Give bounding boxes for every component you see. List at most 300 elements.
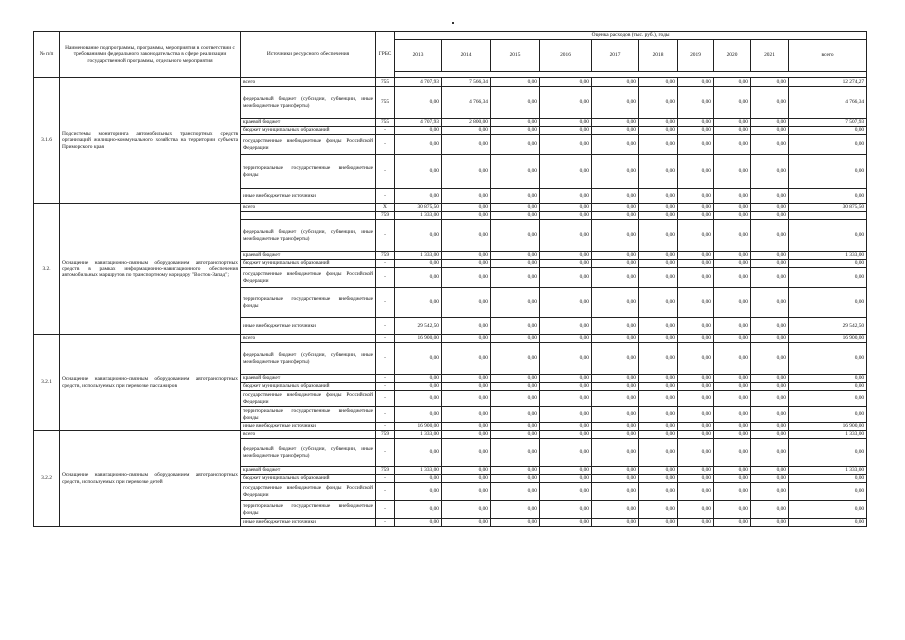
amount-cell: 4 707,93 <box>395 78 442 87</box>
header-source: Источники ресурсного обеспечения <box>241 32 376 78</box>
amount-cell: 0,00 <box>442 204 491 212</box>
amount-cell: 0,00 <box>592 407 639 423</box>
amount-cell: 0,00 <box>540 252 592 260</box>
amount-cell: 0,00 <box>540 383 592 391</box>
grbs-code: - <box>376 407 395 423</box>
amount-cell: 0,00 <box>639 439 678 467</box>
amount-cell: 0,00 <box>540 391 592 407</box>
amount-cell: 0,00 <box>678 135 714 155</box>
amount-total: 29 542,50 <box>789 318 867 335</box>
amount-cell: 0,00 <box>714 135 751 155</box>
amount-total: 0,00 <box>789 135 867 155</box>
amount-total: 0,00 <box>789 475 867 483</box>
amount-cell: 0,00 <box>678 212 714 220</box>
budget-table <box>33 31 867 527</box>
header-year: 2019 <box>678 40 714 72</box>
amount-cell: 0,00 <box>639 260 678 268</box>
amount-cell: 0,00 <box>491 431 540 439</box>
amount-cell: 0,00 <box>442 431 491 439</box>
amount-cell: 0,00 <box>639 423 678 431</box>
amount-cell: 0,00 <box>751 519 789 527</box>
section-name: Оснащение навигационно-связным оборудованием автотранспортных средств, используемых при перевозке пассажиров <box>60 335 241 431</box>
amount-cell: 0,00 <box>714 483 751 501</box>
amount-total: 1 333,00 <box>789 467 867 475</box>
amount-cell: 0,00 <box>714 335 751 343</box>
amount-cell: 0,00 <box>395 375 442 383</box>
amount-total: 1 333,00 <box>789 431 867 439</box>
amount-cell: 0,00 <box>540 288 592 318</box>
amount-cell: 0,00 <box>540 119 592 127</box>
amount-cell: 0,00 <box>639 135 678 155</box>
header-num: № п/п <box>34 32 60 78</box>
amount-cell: 0,00 <box>540 483 592 501</box>
amount-cell: 0,00 <box>639 204 678 212</box>
amount-cell: 0,00 <box>395 155 442 189</box>
amount-cell: 0,00 <box>678 127 714 135</box>
amount-cell: 0,00 <box>714 407 751 423</box>
amount-cell: 0,00 <box>395 343 442 375</box>
amount-cell: 0,00 <box>639 87 678 119</box>
amount-cell: 0,00 <box>639 501 678 519</box>
amount-total: 0,00 <box>789 407 867 423</box>
funding-source: федеральный бюджет (субсидии, субвенции, иные межбюджетные трансферты) <box>241 220 376 252</box>
amount-cell: 0,00 <box>540 212 592 220</box>
table-row <box>34 204 867 212</box>
header-year: 2016 <box>540 40 592 72</box>
amount-cell: 0,00 <box>592 189 639 204</box>
amount-cell: 0,00 <box>491 423 540 431</box>
funding-source: государственные внебюджетные фонды Российской Федерации <box>241 483 376 501</box>
amount-cell: 0,00 <box>442 252 491 260</box>
amount-cell: 0,00 <box>639 220 678 252</box>
amount-cell: 0,00 <box>639 318 678 335</box>
amount-cell: 0,00 <box>751 155 789 189</box>
amount-cell: 0,00 <box>639 383 678 391</box>
funding-source: территориальные государственные внебюджетные фонды <box>241 155 376 189</box>
amount-cell: 0,00 <box>678 288 714 318</box>
amount-total <box>789 212 867 220</box>
amount-cell: 0,00 <box>491 383 540 391</box>
section-code: 3.2. <box>34 204 60 335</box>
amount-cell: 0,00 <box>395 439 442 467</box>
amount-cell: 0,00 <box>395 127 442 135</box>
amount-cell: 0,00 <box>678 119 714 127</box>
amount-cell: 0,00 <box>678 252 714 260</box>
amount-cell: 0,00 <box>639 475 678 483</box>
amount-cell: 0,00 <box>491 135 540 155</box>
header-year: 2021 <box>751 40 789 72</box>
table-header <box>34 32 867 78</box>
amount-total: 1 333,00 <box>789 252 867 260</box>
amount-cell: 0,00 <box>442 501 491 519</box>
amount-cell: 0,00 <box>442 343 491 375</box>
amount-cell: 0,00 <box>639 407 678 423</box>
amount-cell: 0,00 <box>592 431 639 439</box>
amount-cell: 0,00 <box>540 78 592 87</box>
amount-cell: 0,00 <box>751 220 789 252</box>
amount-cell: 0,00 <box>491 375 540 383</box>
amount-cell: 0,00 <box>442 439 491 467</box>
amount-cell: 0,00 <box>678 391 714 407</box>
amount-cell: 0,00 <box>639 127 678 135</box>
amount-cell: 0,00 <box>491 407 540 423</box>
amount-cell: 0,00 <box>442 423 491 431</box>
amount-cell: 0,00 <box>639 268 678 288</box>
amount-cell: 0,00 <box>751 127 789 135</box>
grbs-code: - <box>376 127 395 135</box>
amount-cell: 0,00 <box>592 155 639 189</box>
amount-cell: 0,00 <box>678 78 714 87</box>
amount-cell: 16 900,00 <box>395 335 442 343</box>
amount-total: 16 900,00 <box>789 423 867 431</box>
funding-source: федеральный бюджет (субсидии, субвенции, иные межбюджетные трансферты) <box>241 87 376 119</box>
amount-cell: 0,00 <box>491 467 540 475</box>
amount-cell: 0,00 <box>714 155 751 189</box>
amount-cell: 0,00 <box>639 78 678 87</box>
amount-cell: 0,00 <box>592 483 639 501</box>
amount-cell: 0,00 <box>714 391 751 407</box>
amount-cell: 0,00 <box>395 260 442 268</box>
amount-total: 0,00 <box>789 483 867 501</box>
funding-source: федеральный бюджет (субсидии, субвенции, иные межбюджетные трансферты) <box>241 343 376 375</box>
amount-total: 0,00 <box>789 501 867 519</box>
amount-cell: 0,00 <box>395 268 442 288</box>
amount-cell: 0,00 <box>592 383 639 391</box>
amount-cell: 0,00 <box>714 212 751 220</box>
amount-cell: 0,00 <box>442 375 491 383</box>
grbs-code: 759 <box>376 467 395 475</box>
amount-total: 7 507,93 <box>789 119 867 127</box>
grbs-code: - <box>376 483 395 501</box>
amount-cell: 0,00 <box>442 268 491 288</box>
funding-source: бюджет муниципальных образований <box>241 260 376 268</box>
grbs-code: - <box>376 439 395 467</box>
amount-cell: 0,00 <box>678 439 714 467</box>
amount-cell: 0,00 <box>592 335 639 343</box>
amount-cell: 0,00 <box>639 343 678 375</box>
amount-cell: 0,00 <box>751 391 789 407</box>
amount-cell: 0,00 <box>491 127 540 135</box>
amount-cell: 0,00 <box>491 220 540 252</box>
amount-cell: 0,00 <box>592 78 639 87</box>
grbs-code: - <box>376 519 395 527</box>
amount-cell: 0,00 <box>491 391 540 407</box>
amount-cell: 7 566,34 <box>442 78 491 87</box>
amount-cell: 0,00 <box>540 423 592 431</box>
amount-cell: 0,00 <box>714 467 751 475</box>
amount-cell: 0,00 <box>678 87 714 119</box>
amount-cell: 0,00 <box>751 212 789 220</box>
amount-cell: 0,00 <box>442 127 491 135</box>
table-row <box>34 431 867 439</box>
amount-cell: 0,00 <box>395 501 442 519</box>
amount-cell: 0,00 <box>442 483 491 501</box>
amount-cell: 0,00 <box>751 260 789 268</box>
amount-cell: 0,00 <box>592 135 639 155</box>
amount-cell: 0,00 <box>442 189 491 204</box>
amount-cell: 0,00 <box>491 155 540 189</box>
amount-cell: 0,00 <box>592 423 639 431</box>
funding-source: государственные внебюджетные фонды Российской Федерации <box>241 391 376 407</box>
amount-cell: 0,00 <box>540 220 592 252</box>
amount-cell: 0,00 <box>592 519 639 527</box>
grbs-code: 759 <box>376 252 395 260</box>
amount-cell: 0,00 <box>540 439 592 467</box>
funding-source: краевой бюджет <box>241 252 376 260</box>
amount-cell: 0,00 <box>491 119 540 127</box>
amount-cell: 4 766,34 <box>442 87 491 119</box>
funding-source: бюджет муниципальных образований <box>241 383 376 391</box>
section-name: Оснащение навигационно-связным оборудованием автотранспортных средств, используемых при перевозке детей <box>60 431 241 527</box>
section-code: 3.2.2 <box>34 431 60 527</box>
amount-cell: 0,00 <box>714 220 751 252</box>
funding-source: всего <box>241 431 376 439</box>
grbs-code: 755 <box>376 87 395 119</box>
amount-cell: 0,00 <box>491 343 540 375</box>
amount-cell: 0,00 <box>540 135 592 155</box>
amount-cell: 0,00 <box>714 431 751 439</box>
amount-cell: 0,00 <box>395 189 442 204</box>
amount-total: 0,00 <box>789 268 867 288</box>
amount-total: 0,00 <box>789 383 867 391</box>
table-body <box>34 78 867 527</box>
amount-cell: 0,00 <box>714 78 751 87</box>
amount-cell: 1 333,00 <box>395 212 442 220</box>
amount-total: 0,00 <box>789 260 867 268</box>
amount-cell: 0,00 <box>491 204 540 212</box>
header-year: 2014 <box>442 40 491 72</box>
amount-cell: 0,00 <box>751 204 789 212</box>
amount-cell: 0,00 <box>678 431 714 439</box>
amount-cell: 0,00 <box>592 343 639 375</box>
amount-cell: 0,00 <box>639 212 678 220</box>
amount-cell: 0,00 <box>678 407 714 423</box>
amount-cell: 0,00 <box>395 87 442 119</box>
amount-cell: 0,00 <box>714 252 751 260</box>
amount-cell: 0,00 <box>751 189 789 204</box>
amount-cell: 0,00 <box>442 220 491 252</box>
funding-source: федеральный бюджет (субсидии, субвенции, иные межбюджетные трансферты) <box>241 439 376 467</box>
amount-cell: 0,00 <box>540 501 592 519</box>
amount-cell: 1 333,00 <box>395 252 442 260</box>
amount-cell: 0,00 <box>751 288 789 318</box>
amount-cell: 0,00 <box>491 87 540 119</box>
funding-source: краевой бюджет <box>241 467 376 475</box>
amount-cell: 0,00 <box>395 407 442 423</box>
amount-cell: 0,00 <box>639 375 678 383</box>
amount-total: 0,00 <box>789 391 867 407</box>
amount-cell: 0,00 <box>678 155 714 189</box>
amount-cell: 0,00 <box>442 391 491 407</box>
amount-cell: 0,00 <box>678 519 714 527</box>
amount-cell: 0,00 <box>592 212 639 220</box>
amount-cell: 0,00 <box>678 318 714 335</box>
amount-total: 16 900,00 <box>789 335 867 343</box>
amount-cell: 0,00 <box>714 375 751 383</box>
amount-cell: 0,00 <box>442 335 491 343</box>
amount-cell: 0,00 <box>751 119 789 127</box>
table-row <box>34 335 867 343</box>
amount-cell: 0,00 <box>592 501 639 519</box>
amount-cell: 0,00 <box>540 375 592 383</box>
grbs-code: - <box>376 375 395 383</box>
amount-cell: 0,00 <box>714 423 751 431</box>
amount-cell: 0,00 <box>751 483 789 501</box>
amount-cell: 0,00 <box>714 87 751 119</box>
amount-cell: 1 333,00 <box>395 431 442 439</box>
amount-cell: 0,00 <box>442 519 491 527</box>
grbs-code: - <box>376 268 395 288</box>
grbs-code: - <box>376 135 395 155</box>
amount-cell: 0,00 <box>714 288 751 318</box>
amount-cell: 0,00 <box>639 335 678 343</box>
amount-cell: 0,00 <box>491 483 540 501</box>
header-year: 2017 <box>592 40 639 72</box>
amount-cell: 0,00 <box>714 318 751 335</box>
grbs-code: - <box>376 288 395 318</box>
amount-cell: 0,00 <box>639 189 678 204</box>
amount-total: 12 274,27 <box>789 78 867 87</box>
header-year: 2013 <box>395 40 442 72</box>
amount-cell: 0,00 <box>751 87 789 119</box>
amount-cell: 0,00 <box>639 431 678 439</box>
amount-cell: 0,00 <box>540 467 592 475</box>
amount-cell: 0,00 <box>592 260 639 268</box>
amount-cell: 0,00 <box>491 212 540 220</box>
amount-cell: 0,00 <box>639 483 678 501</box>
grbs-code: - <box>376 423 395 431</box>
grbs-code: - <box>376 318 395 335</box>
funding-source: бюджет муниципальных образований <box>241 127 376 135</box>
funding-source: бюджет муниципальных образований <box>241 475 376 483</box>
amount-cell: 0,00 <box>540 335 592 343</box>
funding-source: краевой бюджет <box>241 375 376 383</box>
grbs-code: - <box>376 260 395 268</box>
amount-cell: 0,00 <box>639 288 678 318</box>
amount-cell: 0,00 <box>714 343 751 375</box>
amount-cell: 0,00 <box>491 78 540 87</box>
amount-cell: 0,00 <box>491 318 540 335</box>
amount-cell: 0,00 <box>592 204 639 212</box>
amount-cell: 0,00 <box>540 475 592 483</box>
grbs-code: - <box>376 335 395 343</box>
amount-cell: 0,00 <box>592 375 639 383</box>
amount-cell: 0,00 <box>442 475 491 483</box>
amount-cell: 0,00 <box>714 383 751 391</box>
amount-cell: 0,00 <box>639 119 678 127</box>
amount-cell: 0,00 <box>395 391 442 407</box>
amount-total: 4 766,34 <box>789 87 867 119</box>
amount-cell: 0,00 <box>678 467 714 475</box>
grbs-code: - <box>376 383 395 391</box>
amount-cell: 0,00 <box>442 288 491 318</box>
amount-total: 0,00 <box>789 189 867 204</box>
amount-cell: 0,00 <box>442 407 491 423</box>
amount-cell: 0,00 <box>751 78 789 87</box>
amount-cell: 0,00 <box>395 135 442 155</box>
grbs-code: - <box>376 501 395 519</box>
amount-cell: 0,00 <box>540 519 592 527</box>
amount-cell: 0,00 <box>395 475 442 483</box>
amount-total: 0,00 <box>789 155 867 189</box>
amount-cell: 0,00 <box>751 407 789 423</box>
amount-cell: 0,00 <box>751 467 789 475</box>
amount-total: 0,00 <box>789 343 867 375</box>
section-code: 3.2.1 <box>34 335 60 431</box>
amount-cell: 0,00 <box>678 189 714 204</box>
funding-source: краевой бюджет <box>241 119 376 127</box>
funding-source: всего <box>241 204 376 212</box>
amount-cell: 0,00 <box>714 439 751 467</box>
amount-cell: 4 707,93 <box>395 119 442 127</box>
amount-cell: 1 333,00 <box>395 467 442 475</box>
grbs-code: - <box>376 475 395 483</box>
amount-cell: 0,00 <box>540 407 592 423</box>
amount-cell: 0,00 <box>540 127 592 135</box>
grbs-code: 759 <box>376 212 395 220</box>
amount-cell: 0,00 <box>491 288 540 318</box>
amount-cell: 0,00 <box>491 268 540 288</box>
amount-cell: 0,00 <box>678 335 714 343</box>
amount-cell: 0,00 <box>714 519 751 527</box>
funding-source: иные внебюджетные источники <box>241 318 376 335</box>
amount-cell: 0,00 <box>751 335 789 343</box>
amount-cell: 0,00 <box>540 204 592 212</box>
funding-source: территориальные государственные внебюджетные фонды <box>241 288 376 318</box>
section-name: Подсистемы мониторинга автомобильных транспортных средств организаций жилищно-коммунального хозяйства на территории субъекта Приморского края <box>60 78 241 204</box>
amount-cell: 16 900,00 <box>395 423 442 431</box>
amount-cell: 0,00 <box>491 501 540 519</box>
amount-total: 0,00 <box>789 220 867 252</box>
amount-cell: 0,00 <box>592 467 639 475</box>
amount-cell: 0,00 <box>714 501 751 519</box>
funding-source: государственные внебюджетные фонды Российской Федерации <box>241 268 376 288</box>
amount-cell: 0,00 <box>592 220 639 252</box>
amount-cell: 0,00 <box>751 268 789 288</box>
amount-cell: 0,00 <box>592 391 639 407</box>
amount-cell: 0,00 <box>491 439 540 467</box>
amount-cell: 0,00 <box>751 431 789 439</box>
amount-cell: 0,00 <box>678 204 714 212</box>
amount-cell: 0,00 <box>540 343 592 375</box>
amount-cell: 0,00 <box>540 155 592 189</box>
amount-cell: 0,00 <box>714 119 751 127</box>
funding-source: иные внебюджетные источники <box>241 189 376 204</box>
amount-cell: 0,00 <box>491 189 540 204</box>
grbs-code: X <box>376 204 395 212</box>
amount-cell: 0,00 <box>395 483 442 501</box>
amount-cell: 0,00 <box>540 260 592 268</box>
scan-speck <box>452 22 454 24</box>
amount-cell: 0,00 <box>639 391 678 407</box>
amount-cell: 0,00 <box>592 268 639 288</box>
amount-cell: 0,00 <box>395 383 442 391</box>
amount-cell: 0,00 <box>639 519 678 527</box>
amount-cell: 0,00 <box>678 375 714 383</box>
amount-cell: 2 800,00 <box>442 119 491 127</box>
header-estimate: Оценка расходов (тыс. руб.), годы <box>395 32 867 40</box>
amount-cell: 0,00 <box>751 383 789 391</box>
amount-total: 0,00 <box>789 439 867 467</box>
amount-cell: 0,00 <box>592 318 639 335</box>
amount-cell: 0,00 <box>491 475 540 483</box>
amount-cell: 0,00 <box>592 288 639 318</box>
amount-cell: 0,00 <box>592 119 639 127</box>
grbs-code: - <box>376 343 395 375</box>
amount-cell: 0,00 <box>639 252 678 260</box>
amount-cell: 0,00 <box>442 467 491 475</box>
funding-source: территориальные государственные внебюджетные фонды <box>241 407 376 423</box>
